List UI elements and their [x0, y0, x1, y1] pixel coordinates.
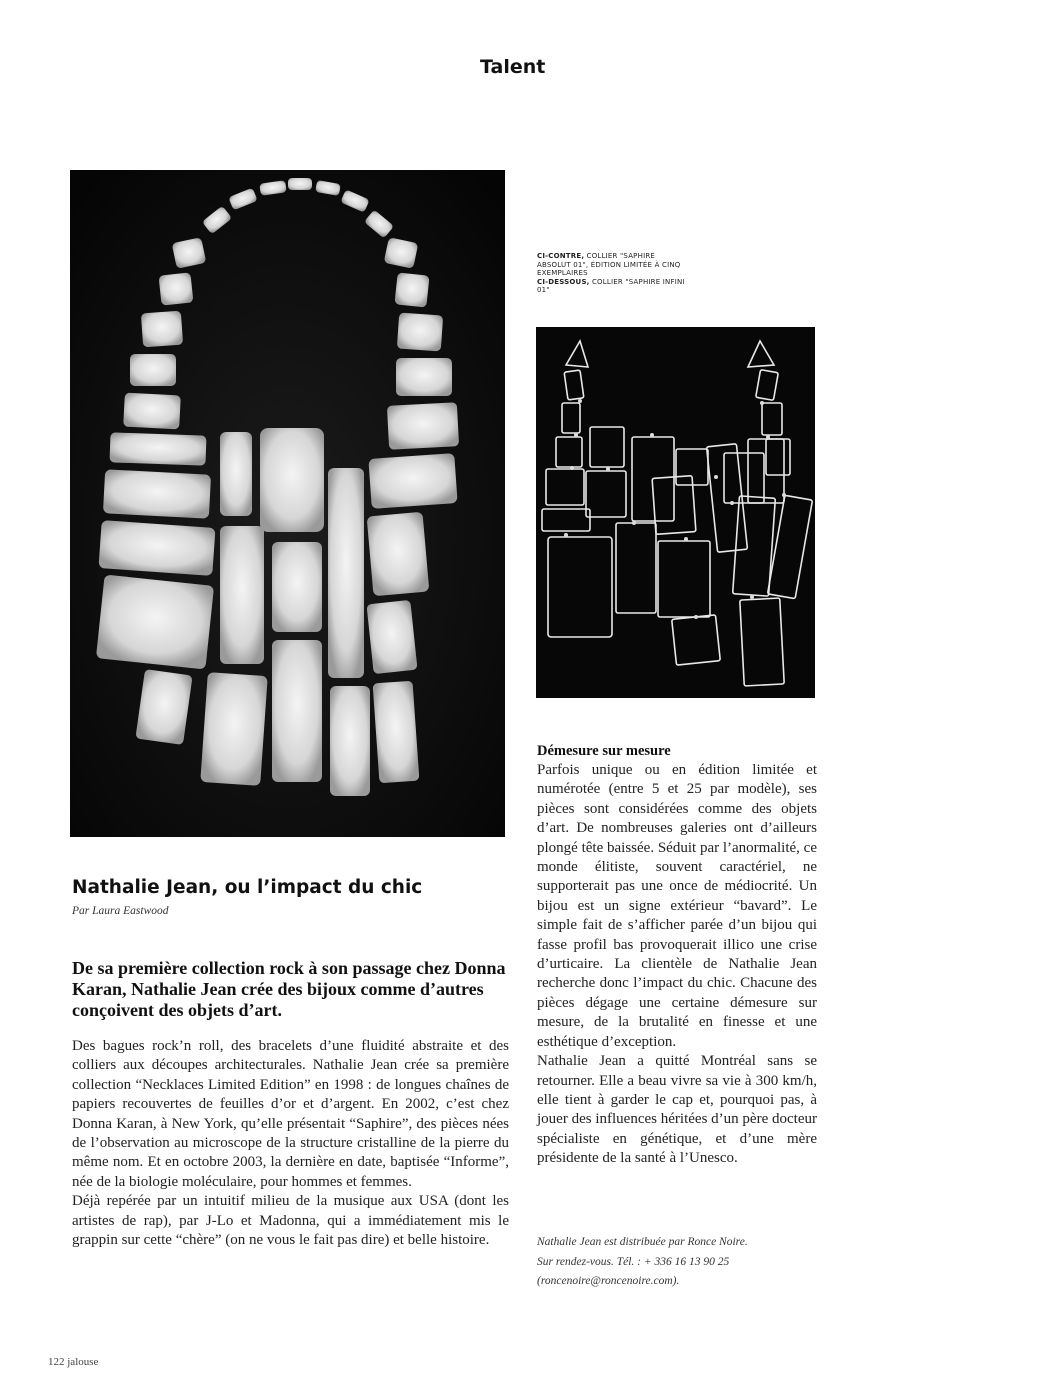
- caption-ci-contre-label: CI-CONTRE,: [537, 252, 585, 260]
- article-lead: De sa première collection rock à son passage chez Donna Karan, Nathalie Jean crée des bijoux comme d’autres conçoivent des objets d’art.: [72, 958, 506, 1020]
- necklace-absolut-image: [70, 170, 505, 837]
- body-column-right: [537, 761, 817, 1169]
- photo-caption: [537, 252, 687, 295]
- distribution-contact: Sur rendez-vous. Tél. : + 336 16 13 90 25: [537, 1255, 730, 1268]
- article-title: Nathalie Jean, ou l’impact du chic: [72, 877, 423, 898]
- necklace-photo-main: [70, 170, 505, 837]
- distribution-email: (roncenoire@roncenoire.com).: [537, 1275, 680, 1287]
- necklace-infini-image: [536, 327, 815, 698]
- body-paragraph: Parfois unique ou en édition limitée et numérotée (entre 5 et 25 par modèle), ses pièces sont considérées comme des objets d’art. De nombreuses galeries ont d’ailleurs plongé tête baissée. Séduit par l’anormalité, ce monde élitiste, souvent caractériel, ne supporterait pas une once de médiocrité. Un bijou est un signe extérieur “bavard”. Le simple fait de s’afficher parée d’un bijou qui fasse profil bas provoquerait illico une crise d’urticaire. La clientèle de Nathalie Jean recherche donc l’impact du chic. Chacune des pièces dégage une certaine démesure sur mesure, de la brutalité en finesse et une esthétique d’exception.: [537, 762, 817, 1050]
- caption-ci-dessous-label: CI-DESSOUS,: [537, 277, 590, 286]
- distribution-note: [537, 1233, 817, 1292]
- body-column-left: [72, 1037, 509, 1250]
- article-byline: Par Laura Eastwood: [72, 905, 169, 917]
- body-paragraph: Nathalie Jean a quitté Montréal sans se retourner. Elle a beau vivre sa vie à 300 km/h, elle tient à garder le cap et, pourquoi pas, à jouer des influences héritées d’un père docteur spécialiste en génétique, et d’une mère présidente de la santé à l’Unesco.: [537, 1053, 817, 1167]
- article-subhead: Démesure sur mesure: [537, 743, 671, 759]
- page-number: 122: [48, 1356, 65, 1368]
- body-paragraph: Déjà repérée par un intuitif milieu de la musique aux USA (dont les artistes de rap), par J-Lo et Madonna, qui a immédiatement mis le grappin sur cette “chère” (on ne vous le fait pas dire) et belle histoire.: [72, 1193, 509, 1249]
- magazine-name: jalouse: [67, 1356, 99, 1368]
- caption-ci-dessous-text: COLLIER "SAPHIRE INFINI 01": [537, 277, 685, 294]
- page-folio: [48, 1356, 98, 1368]
- necklace-photo-small: [536, 327, 815, 698]
- body-paragraph: Des bagues rock’n roll, des bracelets d’une fluidité abstraite et des colliers aux découpes architecturales. Nathalie Jean crée sa première collection “Necklaces Limited Edition” en 1998 : de longues chaînes de papiers recouvertes de feuilles d’or et d’argent. En 2002, c’est chez Donna Karan, à New York, qu’elle présentait “Saphire”, des pièces nées de l’observation au microscope de la structure cristalline de la pierre du même nom. Et en octobre 2003, la dernière en date, baptisée “Informe”, née de la biologie moléculaire, pour hommes et femmes.: [72, 1038, 509, 1190]
- distribution-line: Nathalie Jean est distribuée par Ronce Noire.: [537, 1236, 748, 1248]
- section-label: Talent: [480, 56, 546, 78]
- caption-ci-contre-text: COLLIER "SAPHIRE ABSOLUT 01", ÉDITION LIMITÉE À CINQ EXEMPLAIRES: [537, 252, 681, 277]
